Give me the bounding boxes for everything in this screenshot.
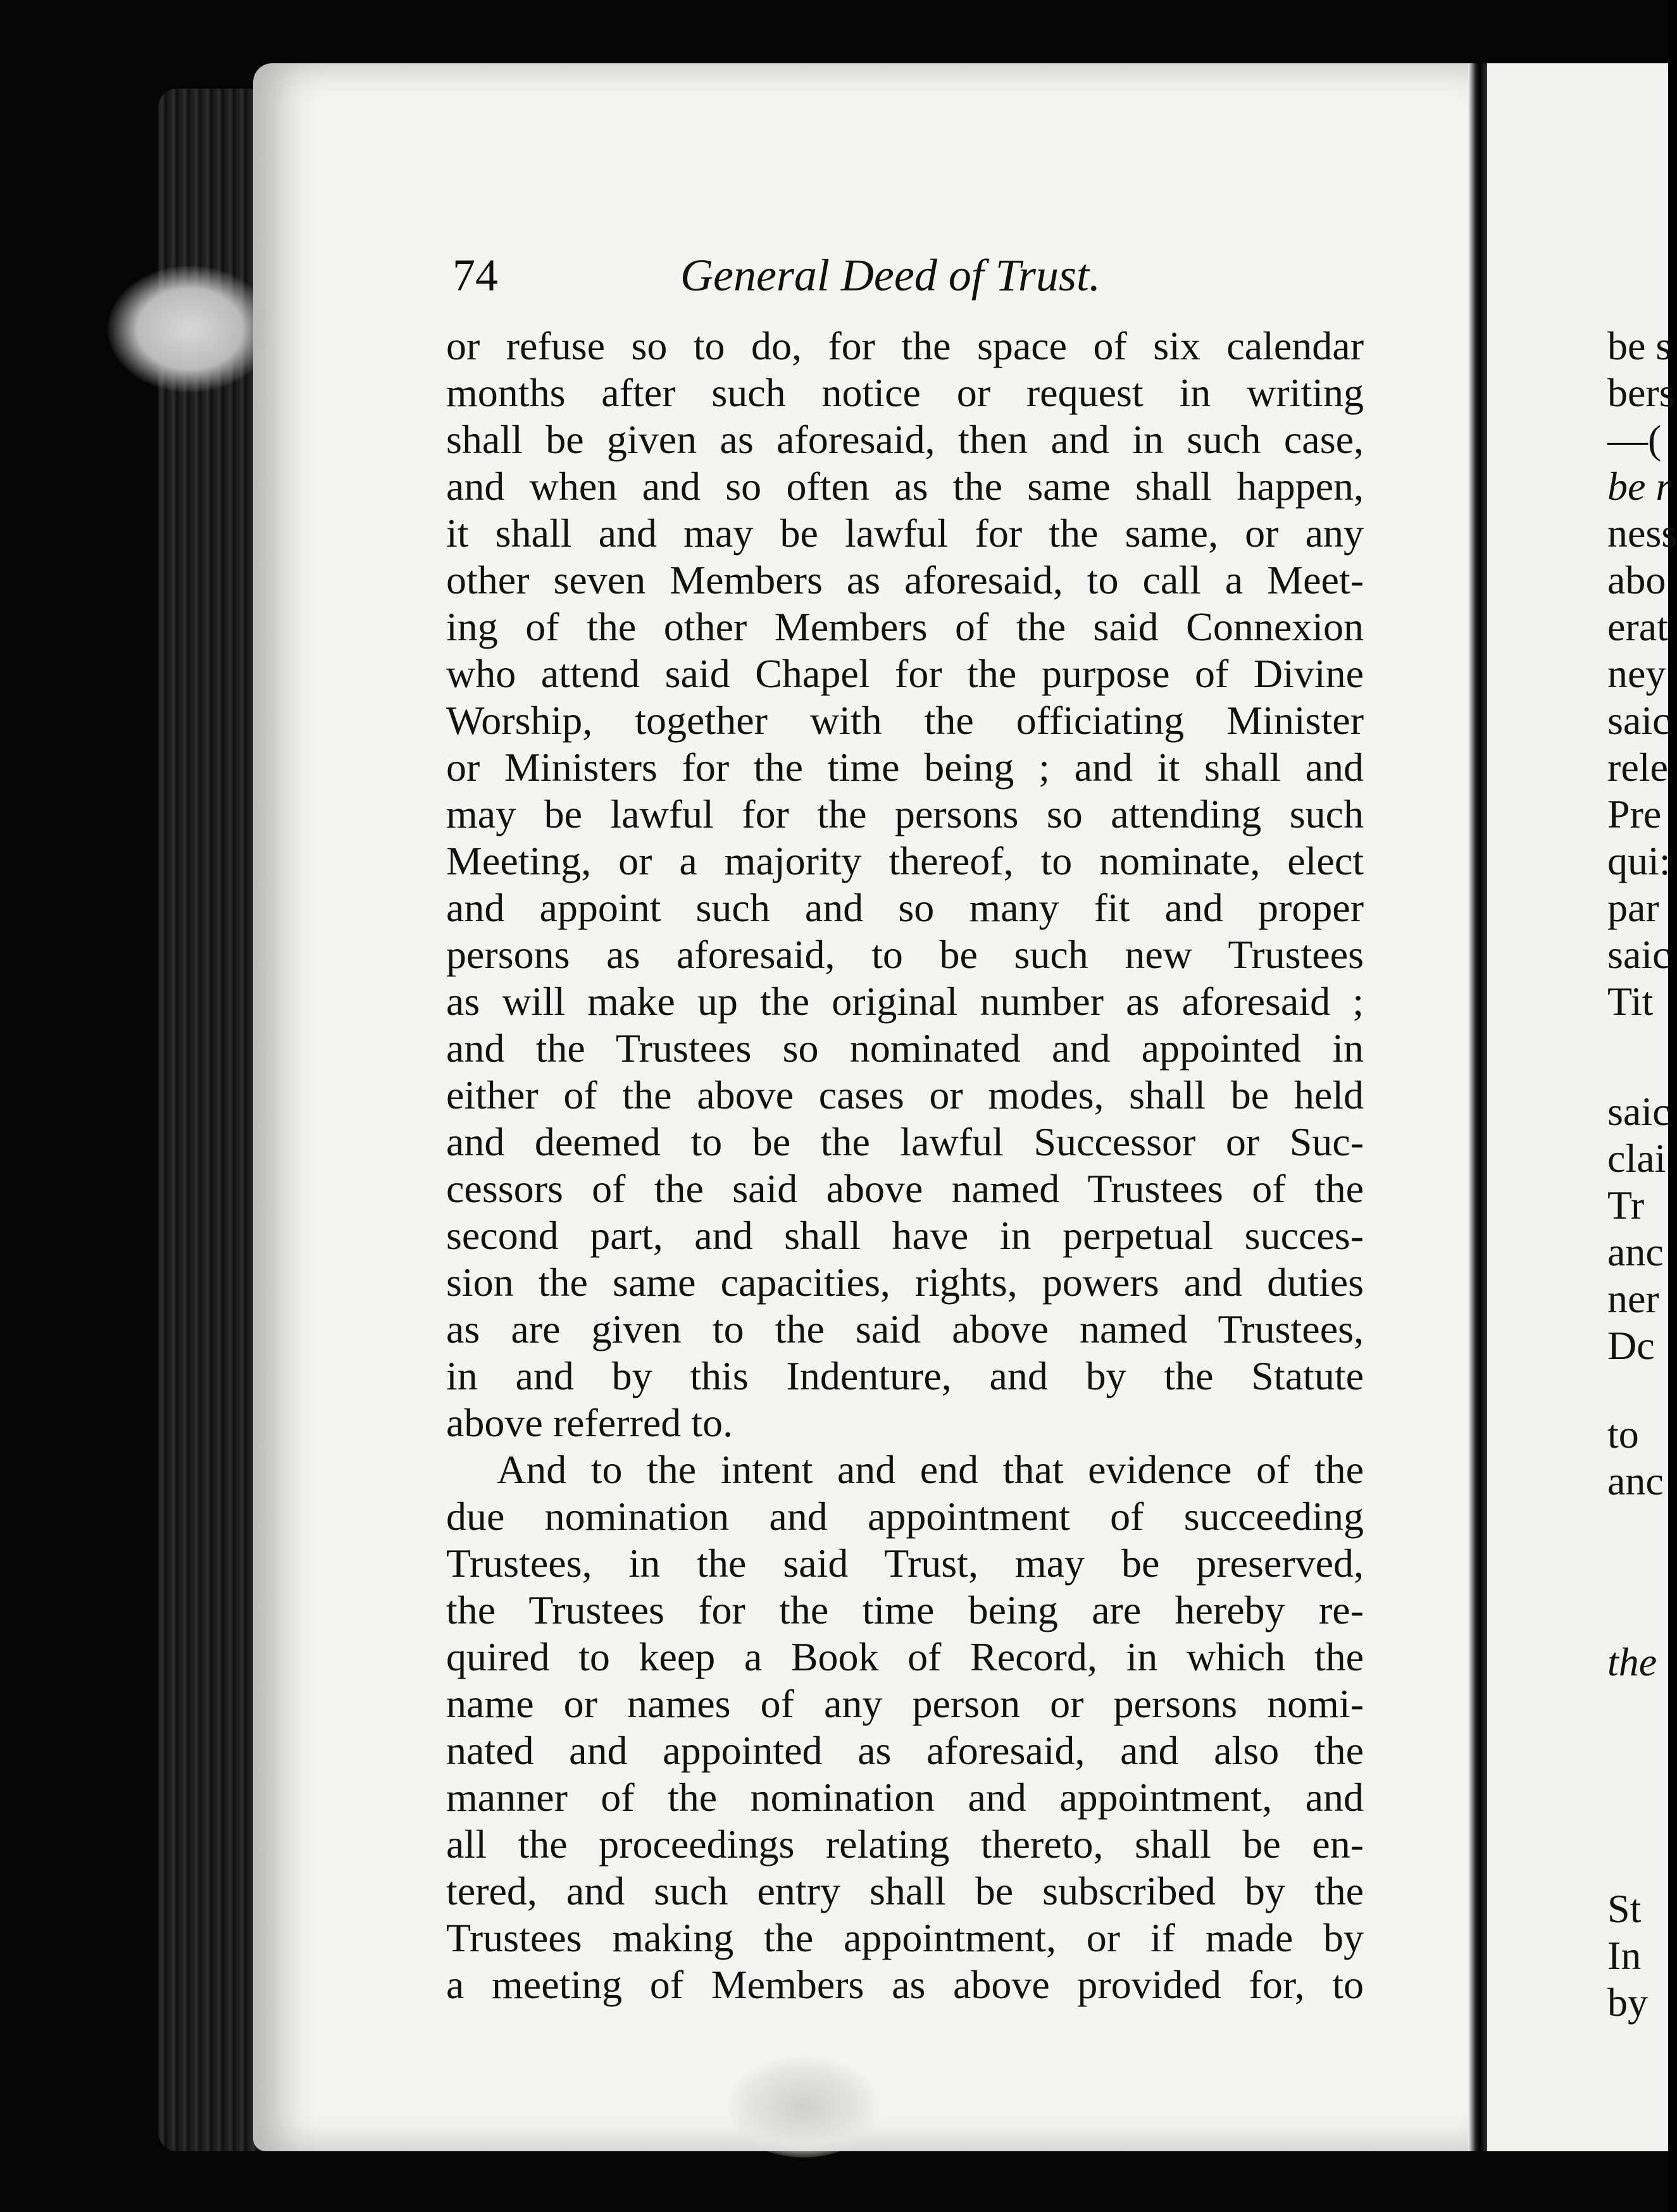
facing-fragment: to	[1607, 1412, 1639, 1457]
text-line: persons as aforesaid, to be such new Trustees	[446, 932, 1364, 977]
body-text	[446, 323, 1364, 2008]
text-line: as are given to the said above named Trustees,	[446, 1307, 1364, 1351]
facing-fragment: saic	[1607, 698, 1671, 743]
facing-fragment: qui:	[1607, 838, 1671, 883]
text-line: Worship, together with the officiating Minister	[446, 698, 1364, 743]
facing-fragment: par	[1607, 885, 1659, 930]
text-line: or refuse so to do, for the space of six calendar	[446, 323, 1364, 368]
text-line: due nomination and appointment of succeeding	[446, 1494, 1364, 1539]
facing-fragment: Pre	[1607, 792, 1662, 836]
facing-fragment: St	[1607, 1886, 1642, 1931]
text-line: manner of the nomination and appointment, and	[446, 1775, 1364, 1820]
text-line: it shall and may be lawful for the same, or any	[446, 511, 1364, 556]
text-line: and when and so often as the same shall happen,	[446, 464, 1364, 509]
text-line: and appoint such and so many fit and proper	[446, 885, 1364, 930]
running-head	[452, 240, 1370, 310]
text-line: the Trustees for the time being are hereby re-	[446, 1588, 1364, 1632]
facing-fragment: bers	[1607, 370, 1675, 415]
text-line: Trustees making the appointment, or if made by	[446, 1915, 1364, 1960]
paragraph-start-line: And to the intent and end that evidence of the	[497, 1447, 1364, 1492]
facing-fragment: be s	[1607, 323, 1672, 368]
text-line: sion the same capacities, rights, powers and duties	[446, 1260, 1364, 1305]
facing-fragment: Dc	[1607, 1323, 1655, 1368]
text-line: in and by this Indenture, and by the Statute	[446, 1353, 1364, 1398]
text-line: cessors of the said above named Trustees of the	[446, 1166, 1364, 1211]
text-line: Meeting, or a majority thereof, to nominate, elect	[446, 838, 1364, 883]
facing-fragment: Tit	[1607, 979, 1654, 1024]
text-line: either of the above cases or modes, shall be held	[446, 1072, 1364, 1117]
text-line: Trustees, in the said Trust, may be preserved,	[446, 1541, 1364, 1586]
paper-smudge	[728, 2056, 880, 2158]
facing-fragment: be r	[1607, 464, 1672, 509]
text-line: shall be given as aforesaid, then and in such case,	[446, 417, 1364, 462]
text-line: quired to keep a Book of Record, in which the	[446, 1634, 1364, 1679]
facing-fragment: abo	[1607, 557, 1666, 602]
facing-fragment: by	[1607, 1980, 1648, 2025]
text-line: all the proceedings relating thereto, shall be en-	[446, 1822, 1364, 1867]
facing-fragment: the	[1607, 1639, 1657, 1684]
text-line: months after such notice or request in writing	[446, 370, 1364, 415]
facing-fragment: anc	[1607, 1458, 1664, 1503]
facing-fragment: erat	[1607, 604, 1668, 649]
text-line: tered, and such entry shall be subscribed by the	[446, 1868, 1364, 1913]
facing-fragment: saic	[1607, 932, 1671, 977]
text-line: who attend said Chapel for the purpose of Divine	[446, 651, 1364, 696]
facing-fragment: anc	[1607, 1229, 1664, 1274]
text-line: name or names of any person or persons nomi-	[446, 1681, 1364, 1726]
facing-fragment: clai	[1607, 1136, 1666, 1181]
book-gutter	[1468, 63, 1487, 2151]
facing-fragment: ner	[1607, 1276, 1659, 1321]
text-line: or Ministers for the time being ; and it shall and	[446, 745, 1364, 790]
text-line: a meeting of Members as above provided for, to	[446, 1962, 1364, 2007]
text-line: may be lawful for the persons so attending such	[446, 792, 1364, 836]
text-line: nated and appointed as aforesaid, and also the	[446, 1728, 1364, 1773]
page-number: 74	[452, 250, 498, 301]
text-line: ing of the other Members of the said Connexion	[446, 604, 1364, 649]
facing-fragment: In	[1607, 1933, 1642, 1978]
text-line: as will make up the original number as aforesaid ;	[446, 979, 1364, 1024]
text-line: and deemed to be the lawful Successor or Suc-	[446, 1119, 1364, 1164]
running-title: General Deed of Trust.	[680, 250, 1100, 301]
paper-stain	[108, 266, 272, 392]
facing-fragment: Tr	[1607, 1183, 1645, 1227]
text-line: second part, and shall have in perpetual succes-	[446, 1213, 1364, 1258]
text-line: above referred to.	[446, 1400, 733, 1445]
facing-fragment: saic	[1607, 1089, 1671, 1134]
facing-fragment: rele	[1607, 745, 1668, 790]
facing-fragment: ney	[1607, 651, 1666, 696]
facing-fragment: —(	[1607, 417, 1662, 462]
facing-fragment: ness	[1607, 511, 1677, 556]
text-line: other seven Members as aforesaid, to call a Meet-	[446, 557, 1364, 602]
text-line: and the Trustees so nominated and appointed in	[446, 1026, 1364, 1071]
